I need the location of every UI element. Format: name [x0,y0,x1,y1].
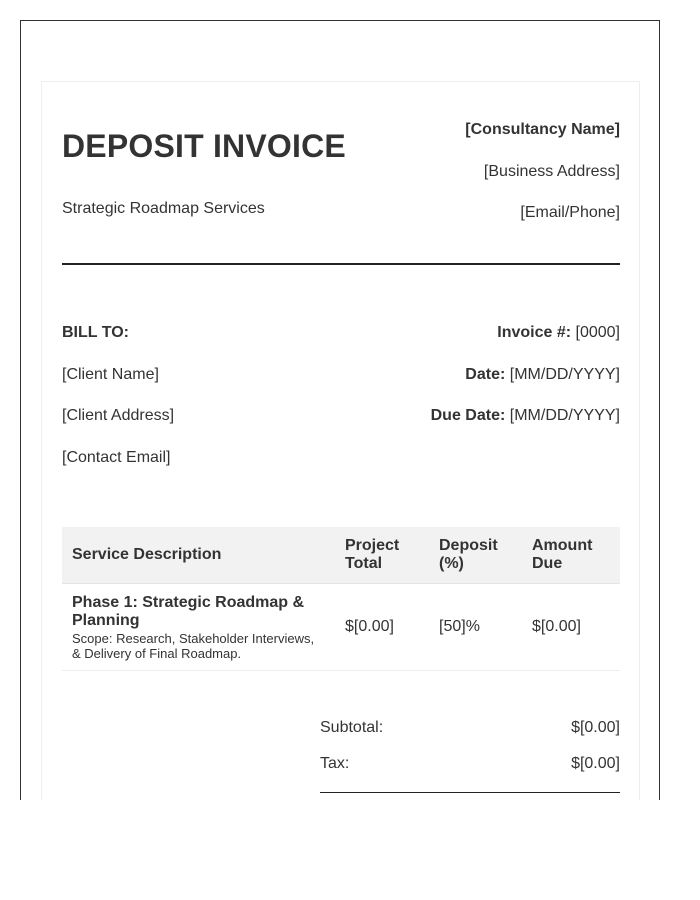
due-date-line [431,407,620,425]
service-description-cell [62,584,335,671]
table-row [62,584,620,671]
client-address: [Client Address] [62,407,175,424]
header-project-total: Project Total [335,527,429,584]
invoice-date-line [465,366,620,384]
contact-email: [Contact Email] [62,449,171,466]
invoice-subtitle: Strategic Roadmap Services [62,200,265,217]
totals-divider [320,792,620,793]
header-amount-due: Amount Due [522,527,620,584]
service-title: Phase 1: Strategic Roadmap & Planning [72,593,305,629]
invoice-sheet [41,81,640,800]
invoice-date-value: [MM/DD/YYYY] [509,366,620,383]
project-total-cell: $[0.00] [335,584,429,671]
table-header-row [62,527,620,584]
business-address: [Business Address] [483,163,620,180]
invoice-date-label: Date: [465,366,506,383]
invoice-number-value: [0000] [575,324,620,341]
invoice-number-line [497,324,620,342]
client-name: [Client Name] [62,366,159,383]
header-divider [62,263,620,265]
bill-to-label: BILL TO: [62,324,129,341]
invoice-number-label: Invoice #: [497,324,572,341]
email-phone: [Email/Phone] [520,204,620,221]
consultancy-name: [Consultancy Name] [465,121,620,138]
services-table [62,527,620,671]
subtotal-value: $[0.00] [571,719,620,736]
service-scope: Scope: Research, Stakeholder Interviews, & Delivery of Final Roadmap. [72,630,315,661]
due-date-label: Due Date: [430,407,506,424]
invoice-title: DEPOSIT INVOICE [62,128,346,164]
header-deposit-percent: Deposit (%) [429,527,522,584]
subtotal-label: Subtotal: [320,719,384,736]
tax-value: $[0.00] [571,755,620,772]
tax-label: Tax: [320,755,350,772]
due-date-value: [MM/DD/YYYY] [509,407,620,424]
deposit-percent-cell: [50]% [429,584,522,671]
header-service-description: Service Description [62,527,335,584]
amount-due-cell: $[0.00] [522,584,620,671]
